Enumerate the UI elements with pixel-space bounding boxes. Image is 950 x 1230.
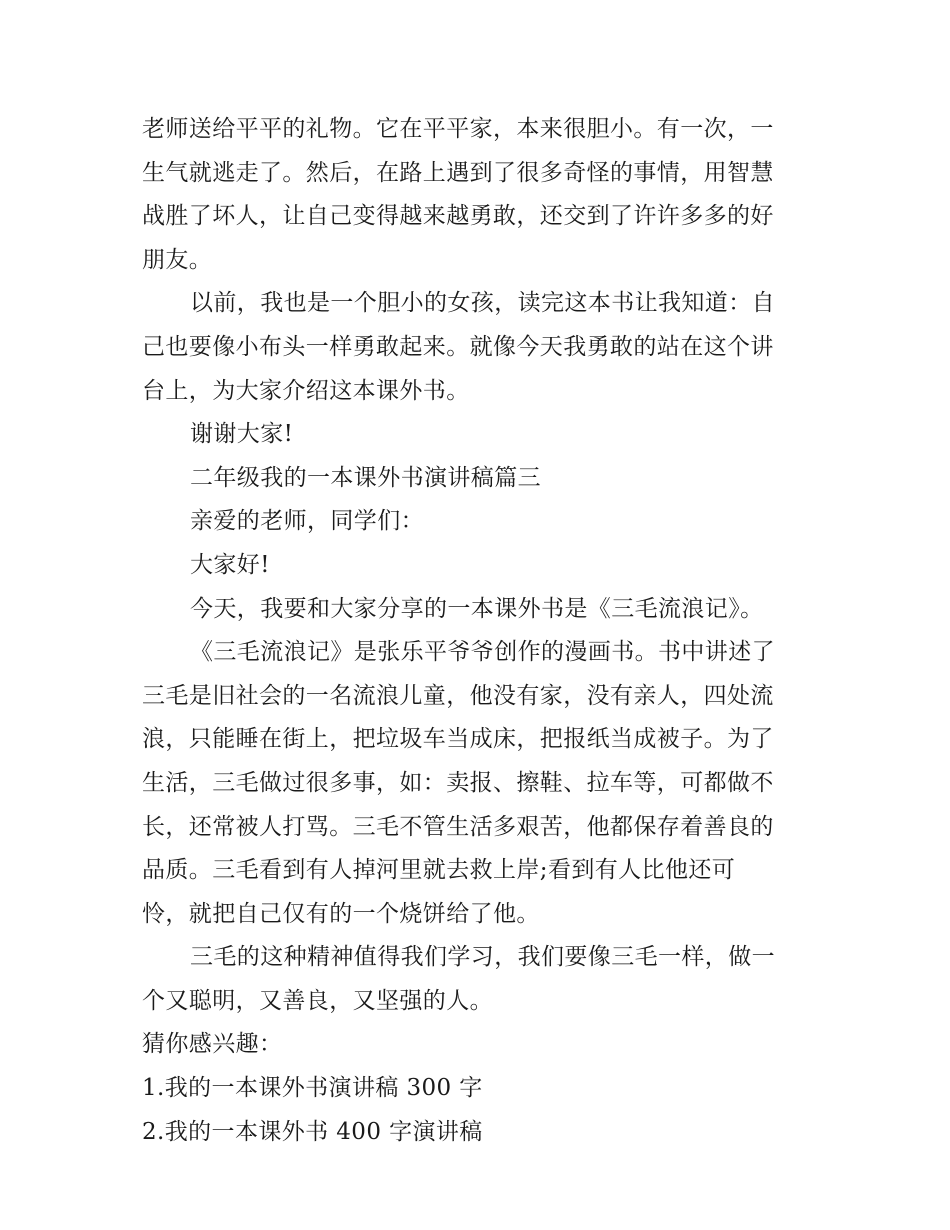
text-line: 己也要像小布头一样勇敢起来。就像今天我勇敢的站在这个讲 (142, 333, 774, 360)
text-line: 朋友。 (142, 246, 213, 273)
related-heading: 猜你感兴趣： (142, 1031, 283, 1058)
text-line: 怜，就把自己仅有的一个烧饼给了他。 (142, 900, 540, 927)
text-line: 生气就逃走了。然后，在路上遇到了很多奇怪的事情，用智慧 (142, 159, 774, 186)
text-line: 生活，三毛做过很多事，如：卖报、擦鞋、拉车等，可都做不 (142, 769, 774, 796)
related-link[interactable]: 2.我的一本课外书 400 字演讲稿 (142, 1118, 483, 1145)
document-body (142, 108, 814, 1154)
text-line: 浪，只能睡在街上，把垃圾车当成床，把报纸当成被子。为了 (142, 726, 774, 753)
text-line: 三毛是旧社会的一名流浪儿童，他没有家，没有亲人，四处流 (142, 682, 774, 709)
text-line: 品质。三毛看到有人掉河里就去救上岸;看到有人比他还可 (142, 857, 736, 884)
text-line: 老师送给平平的礼物。它在平平家，本来很胆小。有一次，一 (142, 116, 774, 142)
text-line: 今天，我要和大家分享的一本课外书是《三毛流浪记》。 (190, 595, 764, 622)
text-line: 谢谢大家! (190, 421, 294, 448)
text-line: 长，还常被人打骂。三毛不管生活多艰苦，他都保存着善良的 (142, 813, 774, 840)
text-line: 台上，为大家介绍这本课外书。 (142, 377, 470, 404)
text-line: 三毛的这种精神值得我们学习，我们要像三毛一样，做一 (190, 944, 775, 971)
section-heading: 二年级我的一本课外书演讲稿篇三 (190, 464, 541, 491)
text-line: 以前，我也是一个胆小的女孩，读完这本书让我知道：自 (190, 290, 775, 317)
text-line: 个又聪明，又善良，又坚强的人。 (142, 987, 493, 1014)
related-link[interactable]: 1.我的一本课外书演讲稿 300 字 (142, 1075, 483, 1102)
text-line: 《三毛流浪记》是张乐平爷爷创作的漫画书。书中讲述了 (190, 639, 775, 666)
text-line: 战胜了坏人，让自己变得越来越勇敢，还交到了许许多多的好 (142, 203, 774, 230)
salutation: 亲爱的老师，同学们： (190, 508, 424, 535)
greeting: 大家好! (190, 551, 270, 578)
